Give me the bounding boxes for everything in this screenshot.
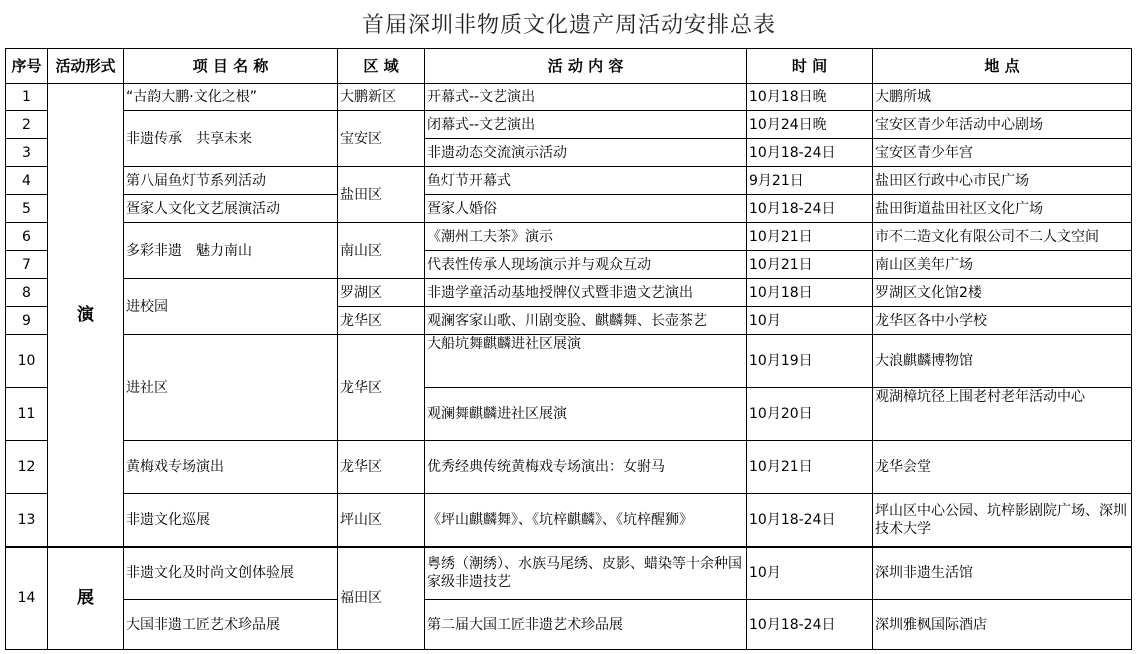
table-row [6, 600, 1132, 650]
seq-cell: 11 [6, 388, 48, 441]
table-row [6, 111, 1132, 139]
table-row [6, 167, 1132, 195]
content-cell: 闭幕式--文艺演出 [425, 111, 747, 139]
time-cell: 10月18-24日 [747, 139, 873, 167]
seq-cell: 4 [6, 167, 48, 195]
place-cell: 罗湖区文化馆2楼 [873, 279, 1132, 307]
seq-cell: 13 [6, 494, 48, 547]
time-cell: 10月18日晚 [747, 84, 873, 111]
content-cell: 观澜舞麒麟进社区展演 [425, 388, 747, 441]
time-cell: 10月21日 [747, 251, 873, 279]
place-cell: 深圳雅枫国际酒店 [873, 600, 1132, 650]
header-place: 地 点 [873, 49, 1132, 84]
project-cell: 非遗传承 共享未来 [124, 111, 338, 167]
content-cell: 非遗学童活动基地授牌仪式暨非遗文艺演出 [425, 279, 747, 307]
table-row [6, 494, 1132, 547]
place-cell: 坪山区中心公园、坑梓影剧院广场、深圳技术大学 [873, 494, 1132, 547]
content-cell: 代表性传承人现场演示并与观众互动 [425, 251, 747, 279]
project-cell: 进社区 [124, 335, 338, 441]
table-row [6, 547, 1132, 600]
district-cell: 龙华区 [338, 307, 425, 335]
content-cell: 优秀经典传统黄梅戏专场演出：女驸马 [425, 441, 747, 494]
place-cell: 市不二造文化有限公司不二人文空间 [873, 223, 1132, 251]
header-project: 项 目 名 称 [124, 49, 338, 84]
time-cell: 9月21日 [747, 167, 873, 195]
seq-cell: 1 [6, 84, 48, 111]
form-cell-perform: 演 [48, 84, 124, 547]
project-cell: 黄梅戏专场演出 [124, 441, 338, 494]
time-cell: 10月19日 [747, 335, 873, 388]
project-cell: 第八届鱼灯节系列活动 [124, 167, 338, 195]
district-cell: 坪山区 [338, 494, 425, 547]
time-cell: 10月18-24日 [747, 195, 873, 223]
time-cell: 10月 [747, 307, 873, 335]
header-content: 活 动 内 容 [425, 49, 747, 84]
project-cell: 非遗文化巡展 [124, 494, 338, 547]
header-time: 时 间 [747, 49, 873, 84]
project-cell: 疍家人文化文艺展演活动 [124, 195, 338, 223]
content-cell: 开幕式--文艺演出 [425, 84, 747, 111]
content-cell: 观澜客家山歌、川剧变脸、麒麟舞、长壶茶艺 [425, 307, 747, 335]
page-title: 首届深圳非物质文化遗产周活动安排总表 [361, 13, 776, 38]
seq-cell: 8 [6, 279, 48, 307]
place-cell: 盐田街道盐田社区文化广场 [873, 195, 1132, 223]
seq-cell: 3 [6, 139, 48, 167]
seq-cell: 6 [6, 223, 48, 251]
header-row [6, 49, 1132, 84]
time-cell: 10月 [747, 547, 873, 600]
district-cell: 龙华区 [338, 441, 425, 494]
place-cell: 观湖樟坑径上围老村老年活动中心 [873, 388, 1132, 441]
project-cell: 大国非遗工匠艺术珍品展 [124, 600, 338, 650]
seq-cell: 14 [6, 547, 48, 650]
place-cell: 大浪麒麟博物馆 [873, 335, 1132, 388]
seq-cell: 7 [6, 251, 48, 279]
time-cell: 10月20日 [747, 388, 873, 441]
table-row [6, 279, 1132, 307]
place-cell: 盐田区行政中心市民广场 [873, 167, 1132, 195]
schedule-table [5, 48, 1132, 650]
content-cell: 《坪山麒麟舞》、《坑梓麒麟》、《坑梓醒狮》 [425, 494, 747, 547]
header-district: 区 域 [338, 49, 425, 84]
table-row [6, 223, 1132, 251]
place-cell: 龙华会堂 [873, 441, 1132, 494]
content-cell: 疍家人婚俗 [425, 195, 747, 223]
seq-cell: 2 [6, 111, 48, 139]
place-cell: 龙华区各中小学校 [873, 307, 1132, 335]
table-row [6, 335, 1132, 388]
district-cell: 盐田区 [338, 167, 425, 223]
district-cell: 罗湖区 [338, 279, 425, 307]
seq-cell: 12 [6, 441, 48, 494]
time-cell: 10月21日 [747, 223, 873, 251]
table-row [6, 84, 1132, 111]
district-cell: 大鹏新区 [338, 84, 425, 111]
time-cell: 10月24日晚 [747, 111, 873, 139]
seq-cell: 9 [6, 307, 48, 335]
district-cell: 宝安区 [338, 111, 425, 167]
table-row [6, 441, 1132, 494]
seq-cell: 10 [6, 335, 48, 388]
project-cell: 进校园 [124, 279, 338, 335]
district-cell: 龙华区 [338, 335, 425, 441]
place-cell: 宝安区青少年宫 [873, 139, 1132, 167]
content-cell: 鱼灯节开幕式 [425, 167, 747, 195]
form-cell-exhibit: 展 [48, 547, 124, 650]
time-cell: 10月21日 [747, 441, 873, 494]
time-cell: 10月18-24日 [747, 600, 873, 650]
content-cell: 粤绣（潮绣）、水族马尾绣、皮影、蜡染等十余种国家级非遗技艺 [425, 547, 747, 600]
place-cell: 南山区美年广场 [873, 251, 1132, 279]
district-cell: 南山区 [338, 223, 425, 279]
place-cell: 宝安区青少年活动中心剧场 [873, 111, 1132, 139]
time-cell: 10月18日 [747, 279, 873, 307]
content-cell: 《潮州工夫茶》演示 [425, 223, 747, 251]
time-cell: 10月18-24日 [747, 494, 873, 547]
header-seq: 序号 [6, 49, 48, 84]
project-cell: 多彩非遗 魅力南山 [124, 223, 338, 279]
content-cell: 大船坑舞麒麟进社区展演 [425, 335, 747, 388]
district-cell: 福田区 [338, 547, 425, 650]
place-cell: 大鹏所城 [873, 84, 1132, 111]
seq-cell: 5 [6, 195, 48, 223]
project-cell: “古韵大鹏·文化之根” [124, 84, 338, 111]
header-form: 活动形式 [48, 49, 124, 84]
content-cell: 非遗动态交流演示活动 [425, 139, 747, 167]
content-cell: 第二届大国工匠非遗艺术珍品展 [425, 600, 747, 650]
project-cell: 非遗文化及时尚文创体验展 [124, 547, 338, 600]
table-row [6, 195, 1132, 223]
place-cell: 深圳非遗生活馆 [873, 547, 1132, 600]
